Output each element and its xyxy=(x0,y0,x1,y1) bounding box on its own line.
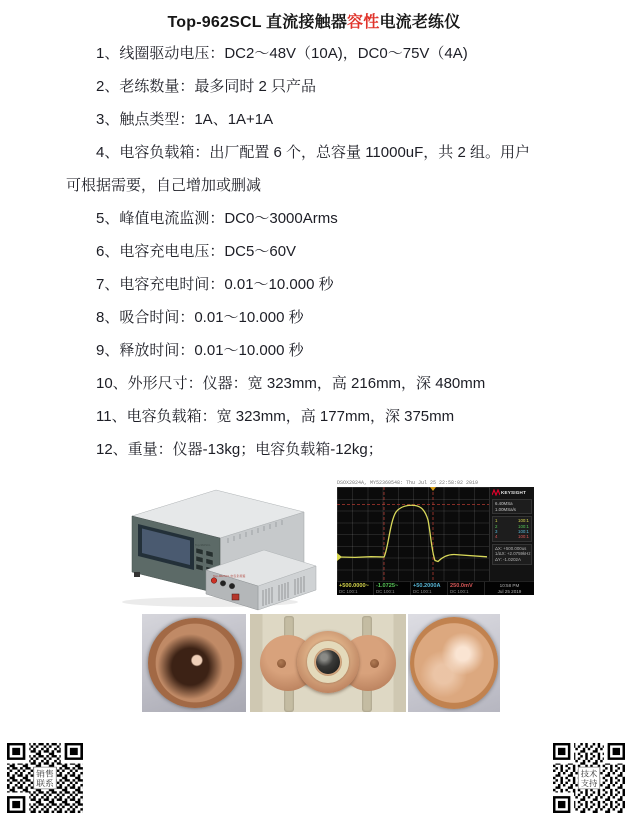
probe-ratio: 100:1 xyxy=(518,534,529,540)
probe-ratio: 100:1 xyxy=(518,523,529,529)
load-box-label: Top-962SCL 电容负载箱 xyxy=(213,574,246,578)
acquisition-panel xyxy=(492,499,532,514)
binding-post-red xyxy=(211,578,217,584)
scope-graticule xyxy=(337,487,489,581)
scope-sidebar xyxy=(489,487,534,581)
spec-line-4-continued: 可根据需要，自己增加或删减 xyxy=(66,177,262,194)
spec-line-5: 5、峰值电流监测：DC0～3000Arms xyxy=(96,210,338,227)
sample-rate: 1.00MSa/s xyxy=(495,506,516,512)
keysight-logo xyxy=(492,488,532,497)
qr-label-line1: 技术 xyxy=(580,768,598,779)
spec-line-8: 8、吸合时间：0.01～10.000 秒 xyxy=(96,309,304,326)
copper-contact-disc xyxy=(410,617,498,709)
spec-list xyxy=(66,37,562,466)
spec-line-1: 1、线圈驱动电压：DC2～48V（10A)，DC0～75V（4A) xyxy=(96,45,468,62)
scope-clock xyxy=(485,582,534,595)
spec-line-9: 9、释放时间：0.01～10.000 秒 xyxy=(96,342,304,359)
power-switch xyxy=(232,594,239,600)
probe-ch: 3 xyxy=(495,529,498,534)
cursor-dy: ΔY: -1.0202A xyxy=(495,557,521,562)
scope-date: Jul 25 2019 xyxy=(497,588,522,594)
cursor-freq: 1/ΔX: +2.0759kHz xyxy=(495,551,531,557)
probe-ch: 4 xyxy=(495,534,498,540)
current-pulse-trace xyxy=(339,505,487,561)
scope-print-header: DSOX2024A, MY52360548: Thu Jul 25 22:58:02 2019 xyxy=(337,480,479,486)
contact-photo-bridge xyxy=(250,614,406,712)
spec-line-7: 7、电容充电时间：0.01～10.000 秒 xyxy=(96,276,334,293)
qr-label-line2: 联系 xyxy=(36,778,54,789)
title-model: Top-962SCL xyxy=(167,14,262,31)
binding-post-black-2 xyxy=(229,583,235,589)
sales-contact-qr-code xyxy=(7,743,83,813)
spec-line-10: 10、外形尺寸：仪器：宽 323mm，高 216mm，深 480mm xyxy=(96,375,486,392)
title-segment2: 电流老练仪 xyxy=(379,14,461,31)
trigger-marker xyxy=(430,487,436,491)
probe-ratio: 100:1 xyxy=(518,529,529,534)
probe-ch: 2 xyxy=(495,523,498,529)
main-unit-label: Top-962SCL xyxy=(195,543,211,547)
oscilloscope-capture xyxy=(337,480,534,596)
probe-panel xyxy=(492,516,532,542)
channel4-readout: 250.0mV DC 100:1 xyxy=(448,582,485,595)
spec-line-6: 6、电容充电电压：DC5～60V xyxy=(96,243,297,260)
title-highlight: 容性 xyxy=(347,14,380,31)
keysight-spark-icon xyxy=(492,489,500,496)
rivet-left xyxy=(277,659,286,668)
spec-line-4: 4、电容负载箱：出厂配置 6 个，总容量 11000uF，共 2 组。用户 xyxy=(96,144,530,161)
scope-waveform xyxy=(337,487,489,581)
tech-support-qr-code xyxy=(553,743,625,813)
scope-time: 10:58 PM xyxy=(499,583,520,588)
spec-line-11: 11、电容负载箱：宽 323mm，高 177mm，深 375mm xyxy=(96,408,455,425)
channel1-readout: +500.0000~ DC 100:1 xyxy=(337,582,374,595)
probe-ratio: 100:1 xyxy=(518,518,529,524)
binding-post-black xyxy=(220,581,226,587)
center-hole xyxy=(316,650,340,674)
spec-line-3: 3、触点类型：1A、1A+1A xyxy=(96,111,274,128)
qr-label-line2: 支持 xyxy=(580,778,598,789)
copper-contact-disc xyxy=(148,618,242,708)
contact-photo-polished xyxy=(408,614,500,712)
title-segment1: 直流接触器 xyxy=(261,14,348,31)
contact-photo-tarnished xyxy=(142,614,246,712)
rivet-right xyxy=(370,659,379,668)
gallery-contacts xyxy=(0,614,628,713)
probe-ch: 1 xyxy=(495,518,498,524)
qr-label-line1: 销售 xyxy=(36,768,54,779)
cursor-readout-panel xyxy=(492,544,532,565)
sample-count: 6.40MSa xyxy=(495,501,513,506)
channel3-readout: +50.2000A DC 100:1 xyxy=(411,582,448,595)
page-title xyxy=(0,0,628,32)
foot xyxy=(134,572,140,577)
scope-status-bar xyxy=(337,581,534,595)
gallery-equipment xyxy=(0,479,628,613)
cursor-dx: ΔX: +500.000us xyxy=(495,545,527,551)
instrument-photo xyxy=(110,482,320,612)
keysight-brand-text: KEYSIGHT xyxy=(501,490,527,495)
spec-line-12: 12、重量：仪器-13kg；电容负载箱-12kg； xyxy=(96,441,383,458)
spec-line-2: 2、老练数量：最多同时 2 只产品 xyxy=(96,78,317,95)
channel2-readout: -1.0725~ DC 100:1 xyxy=(374,582,411,595)
